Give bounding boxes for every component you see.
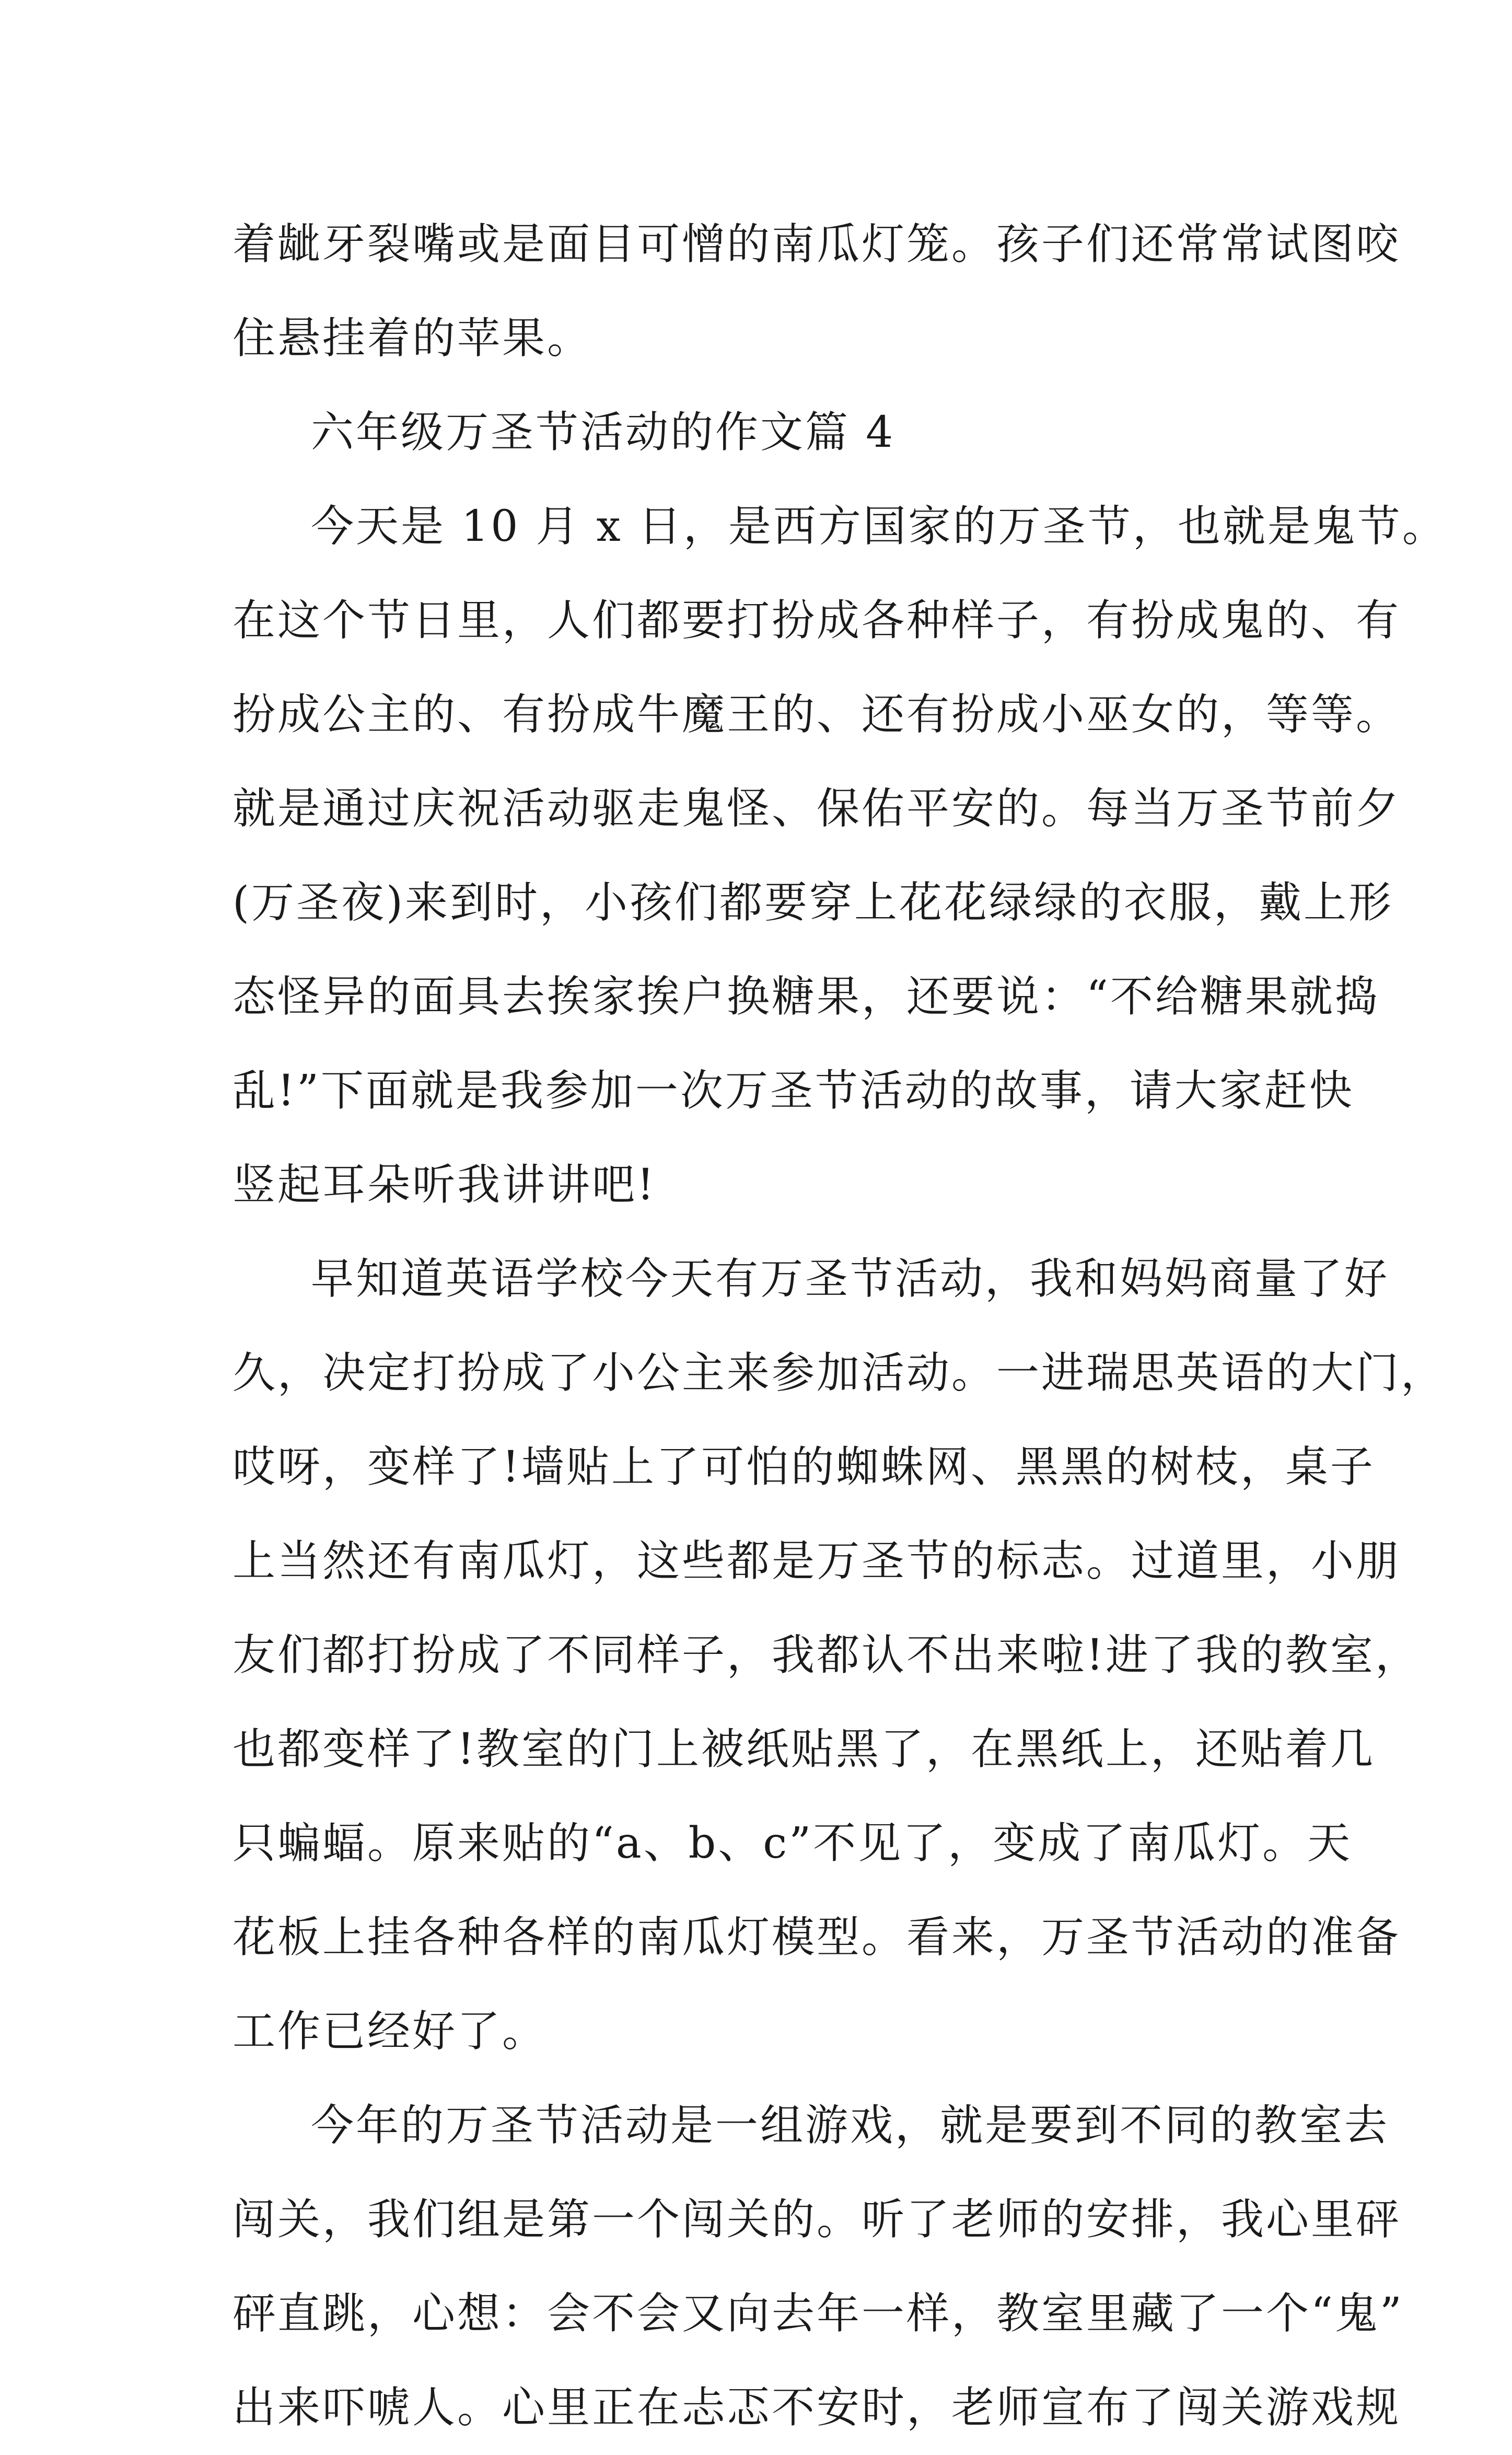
text-line: 砰直跳，心想：会不会又向去年一样，教室里藏了一个“鬼” (232, 2289, 1404, 2338)
body-text (232, 198, 1447, 2455)
text-line: 友们都打扮成了不同样子，我都认不出来啦!进了我的教室， (232, 1630, 1420, 1680)
text-line: 出来吓唬人。心里正在忐忑不安时，老师宣布了闯关游戏规 (232, 2383, 1401, 2433)
text-line: 竖起耳朵听我讲讲吧! (232, 1160, 656, 1210)
text-line: (万圣夜)来到时，小孩们都要穿上花花绿绿的衣服，戴上形 (232, 878, 1393, 928)
text-line: 也都变样了!教室的门上被纸贴黑了，在黑纸上，还贴着几 (232, 1724, 1375, 1774)
text-line: 上当然还有南瓜灯，这些都是万圣节的标志。过道里，小朋 (232, 1536, 1401, 1586)
text-line: 只蝙蝠。原来贴的“a、b、c”不见了，变成了南瓜灯。天 (232, 1819, 1353, 1868)
text-line: 住悬挂着的苹果。 (232, 314, 592, 363)
text-line: 态怪异的面具去挨家挨户换糖果，还要说：“不给糖果就捣 (232, 972, 1380, 1022)
text-line: 就是通过庆祝活动驱走鬼怪、保佑平安的。每当万圣节前夕 (232, 784, 1401, 833)
text-line: 着龇牙裂嘴或是面目可憎的南瓜灯笼。孩子们还常常试图咬 (232, 219, 1401, 269)
text-line: 工作已经好了。 (232, 2007, 548, 2056)
section-heading: 六年级万圣节活动的作文篇 4 (311, 408, 895, 457)
text-line: 早知道英语学校今天有万圣节活动，我和妈妈商量了好 (311, 1254, 1390, 1304)
text-line: 扮成公主的、有扮成牛魔王的、还有扮成小巫女的，等等。 (232, 690, 1401, 739)
text-line: 乱!”下面就是我参加一次万圣节活动的故事，请大家赶快 (232, 1066, 1354, 1116)
text-line: 今年的万圣节活动是一组游戏，就是要到不同的教室去 (311, 2101, 1390, 2150)
text-line: 花板上挂各种各样的南瓜灯模型。看来，万圣节活动的准备 (232, 1913, 1401, 1962)
text-line: 哎呀，变样了!墙贴上了可怕的蜘蛛网、黑黑的树枝，桌子 (232, 1442, 1375, 1492)
text-line: 在这个节日里，人们都要打扮成各种样子，有扮成鬼的、有 (232, 596, 1401, 645)
text-line: 闯关，我们组是第一个闯关的。听了老师的安排，我心里砰 (232, 2195, 1401, 2244)
text-line: 今天是 10 月 x 日，是西方国家的万圣节，也就是鬼节。 (311, 502, 1447, 551)
text-line: 久，决定打扮成了小公主来参加活动。一进瑞思英语的大门， (232, 1348, 1446, 1398)
